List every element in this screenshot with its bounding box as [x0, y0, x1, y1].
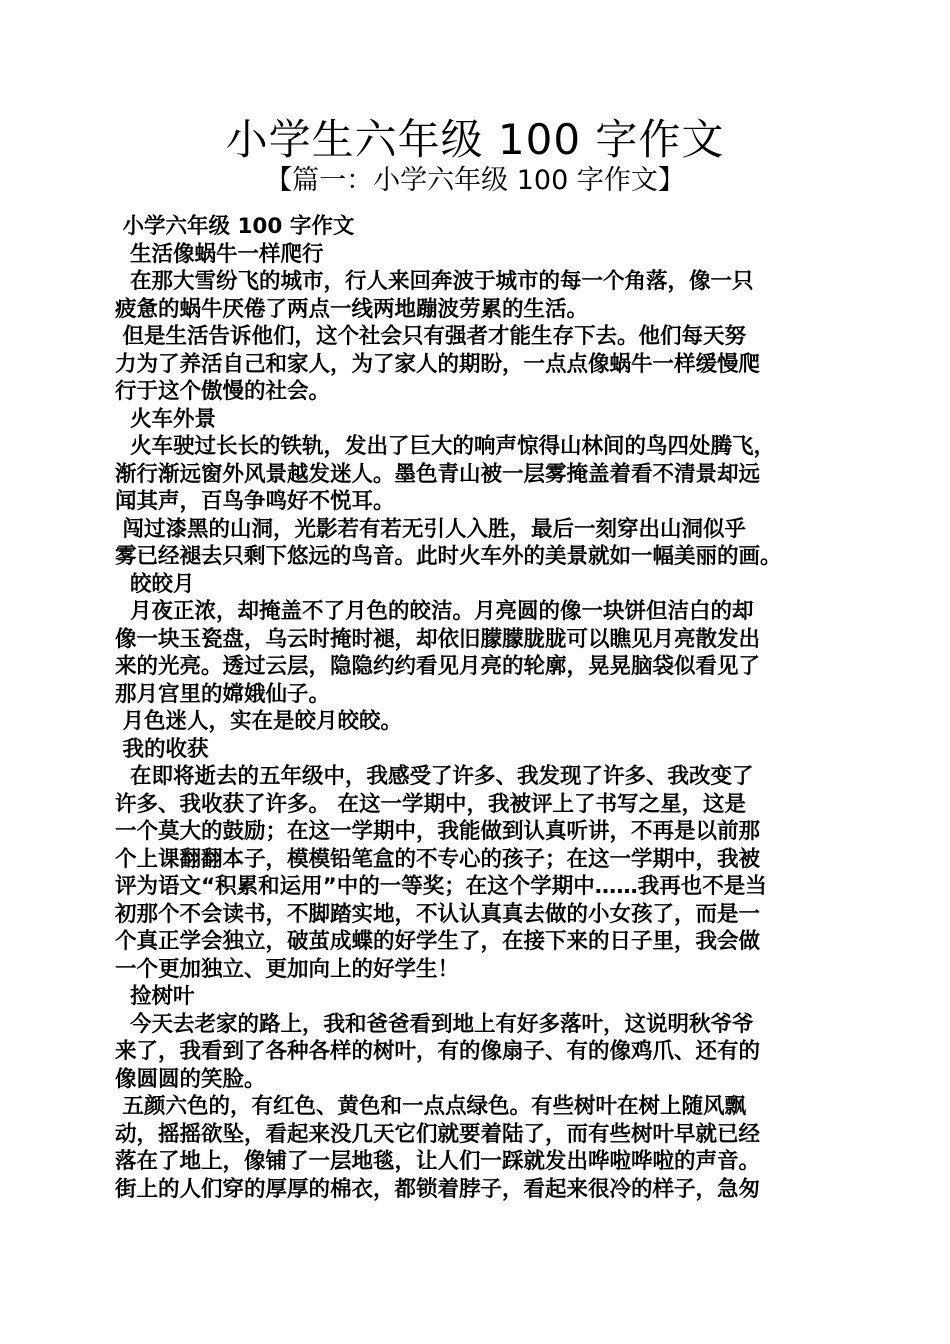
- essay-collection-heading: 小学六年级 100 字作文: [115, 214, 355, 239]
- paragraph-line: 街上的人们穿的厚厚的棉衣，都锁着脖子，看起来很冷的样子，急匆: [115, 1176, 761, 1202]
- paragraph-line: 但是生活告诉他们，这个社会只有强者才能生存下去。他们每天努: [115, 324, 746, 349]
- paragraph-line: 来的光亮。透过云层，隐隐约约看见月亮的轮廓，晃晃脑袋似看见了: [115, 654, 761, 679]
- paragraph-line: 一个更加独立、更加向上的好学生！: [115, 956, 460, 982]
- paragraph-line: 在那大雪纷飞的城市，行人来回奔波于城市的每一个角落，像一只: [115, 269, 754, 294]
- paragraph-line: 个真正学会独立，破茧成蝶的好学生了，在接下来的日子里，我会做: [115, 929, 761, 954]
- paragraph-line: 个上课翻翻本子，模模铅笔盒的不专心的孩子；在这一学期中，我被: [115, 846, 761, 872]
- paragraph-line: 闻其声，百鸟争鸣好不悦耳。: [115, 489, 395, 514]
- paragraph-line: 五颜六色的，有红色、黄色和一点点绿色。有些树叶在树上随风飘: [115, 1094, 746, 1119]
- paragraph-line: 落在了地上，像铺了一层地毯，让人们一踩就发出哗啦哗啦的声音。: [115, 1149, 761, 1174]
- document-subtitle: 【篇一：小学六年级 100 字作文】: [265, 165, 685, 196]
- paragraph-line: 行于这个傲慢的社会。: [115, 379, 331, 404]
- paragraph-line: 闯过漆黑的山洞，光影若有若无引人入胜，最后一刻穿出山洞似乎: [115, 516, 746, 542]
- paragraph-line: 月夜正浓，却掩盖不了月色的皎洁。月亮圆的像一块饼但洁白的却: [115, 599, 754, 624]
- paragraph-line: 今天去老家的路上，我和爸爸看到地上有好多落叶，这说明秋爷爷: [115, 1011, 754, 1037]
- essay-heading-moon: 皎皎月: [115, 571, 195, 597]
- document-title: 小学生六年级 100 字作文: [225, 115, 725, 164]
- paragraph-line: 评为语文“积累和运用”中的一等奖；在这个学期中……我再也不是当: [115, 874, 767, 899]
- paragraph-line: 渐行渐远窗外风景越发迷人。墨色青山被一层雾掩盖着看不清景却远: [115, 461, 761, 487]
- paragraph-line: 疲惫的蜗牛厌倦了两点一线两地蹦波劳累的生活。: [115, 296, 589, 322]
- paragraph-line: 像一块玉瓷盘，乌云时掩时褪，却依旧朦朦胧胧可以瞧见月亮散发出: [115, 626, 761, 652]
- paragraph-line: 来了，我看到了各种各样的树叶，有的像扇子、有的像鸡爪、还有的: [115, 1039, 761, 1064]
- essay-heading-snail: 生活像蜗牛一样爬行: [115, 241, 324, 267]
- paragraph-line: 像圆圆的笑脸。: [115, 1066, 266, 1092]
- paragraph-line: 那月宫里的嫦娥仙子。: [115, 681, 331, 707]
- essay-heading-leaves: 捡树叶: [115, 984, 195, 1009]
- paragraph-line: 力为了养活自己和家人，为了家人的期盼，一点点像蜗牛一样缓慢爬: [115, 351, 761, 377]
- paragraph-line: 火车驶过长长的铁轨，发出了巨大的响声惊得山林间的鸟四处腾飞，: [115, 434, 775, 459]
- document-body: [115, 213, 855, 1203]
- essay-heading-train: 火车外景: [115, 406, 216, 432]
- paragraph-line: 月色迷人，实在是皎月皎皎。: [115, 709, 402, 734]
- paragraph-line: 动，摇摇欲坠，看起来没几天它们就要着陆了，而有些树叶早就已经: [115, 1121, 761, 1147]
- paragraph-line: 初那个不会读书，不脚踏实地，不认认真真去做的小女孩了，而是一: [115, 901, 761, 927]
- paragraph-line: 在即将逝去的五年级中，我感受了许多、我发现了许多、我改变了: [115, 764, 754, 789]
- paragraph-line: 雾已经褪去只剩下悠远的鸟音。此时火车外的美景就如一幅美丽的画。: [115, 544, 782, 569]
- paragraph-line: 一个莫大的鼓励；在这一学期中，我能做到认真听讲，不再是以前那: [115, 819, 761, 844]
- essay-heading-harvest: 我的收获: [115, 736, 209, 762]
- paragraph-line: 许多、我收获了许多。 在这一学期中，我被评上了书写之星，这是: [115, 791, 746, 817]
